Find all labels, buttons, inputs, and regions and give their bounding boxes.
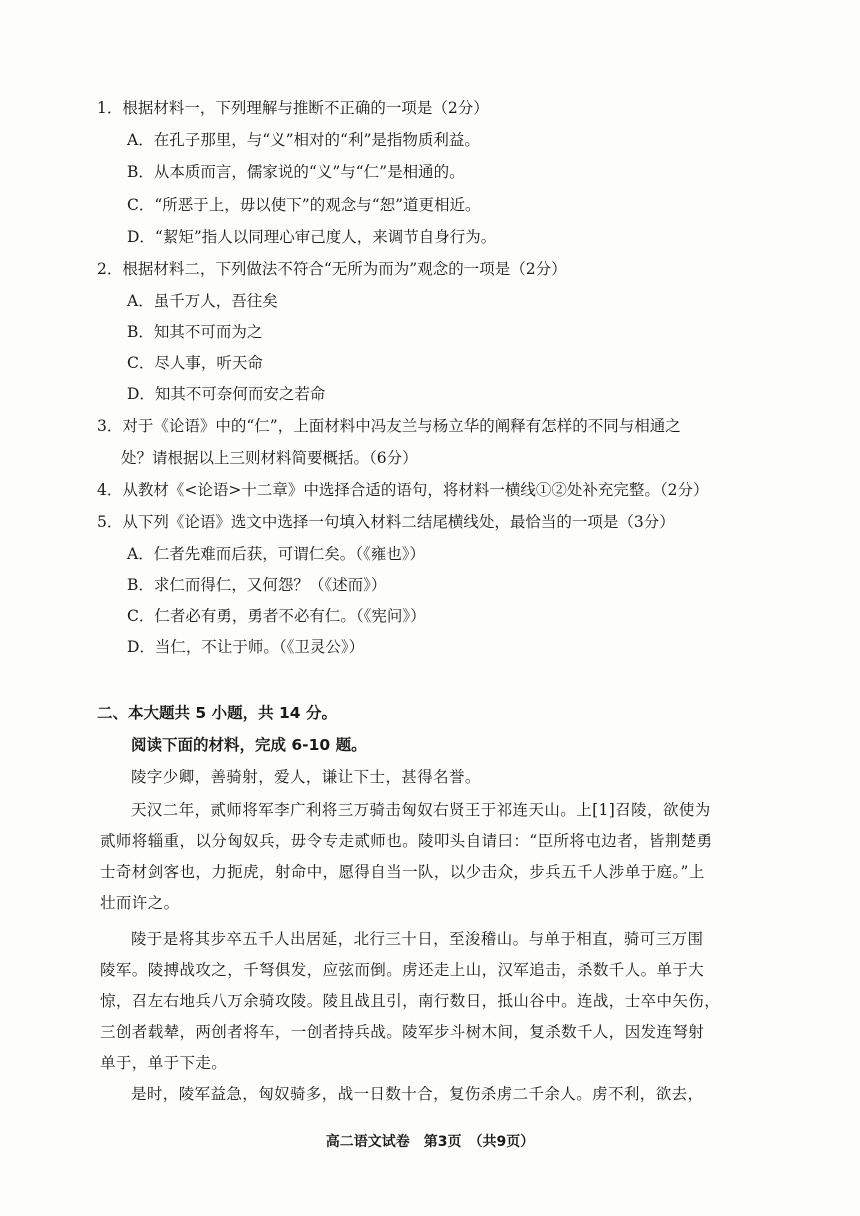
passage-paragraph-3-line-5: 单于，单于下走。	[100, 1054, 228, 1072]
passage-paragraph-3-line-4: 三创者载辇，两创者将车，一创者持兵战。陵军步斗树木间，复杀数千人，因发连弩射	[100, 1023, 705, 1041]
question-3-stem: 3．对于《论语》中的“仁”，上面材料中冯友兰与杨立华的阐释有怎样的不同与相通之	[97, 417, 681, 435]
passage-paragraph-2-line-4: 壮而许之。	[100, 894, 180, 912]
question-1-option-c: C．“所恶于上，毋以使下”的观念与“恕”道更相近。	[127, 196, 481, 214]
question-1-option-a: A．在孔子那里，与“义”相对的“利”是指物质利益。	[127, 131, 480, 149]
passage-paragraph-3-line-3: 惊，召左右地兵八万余骑攻陵。陵且战且引，南行数日，抵山谷中。连战，士卒中矢伤，	[100, 992, 721, 1010]
question-5-option-d: D．当仁，不让于师。（《卫灵公》）	[127, 638, 365, 656]
page-footer: 高二语文试卷 第3页 （共9页）	[325, 1134, 535, 1150]
passage-paragraph-2-line-2: 贰师将辎重，以分匈奴兵，毋令专走贰师也。陵叩头自请曰：“臣所将屯边者，皆荆楚勇	[100, 832, 713, 850]
question-4-stem: 4．从教材《<论语>十二章》中选择合适的语句，将材料一横线①②处补充完整。（2分）	[97, 481, 709, 499]
question-2-option-a: A．虽千万人，吾往矣	[127, 292, 278, 310]
question-5-stem: 5．从下列《论语》选文中选择一句填入材料二结尾横线处，最恰当的一项是（3分）	[97, 513, 675, 531]
question-3-continuation: 处？请根据以上三则材料简要概括。（6分）	[121, 449, 418, 467]
question-1-stem: 1．根据材料一，下列理解与推断不正确的一项是（2分）	[97, 99, 489, 117]
question-2-option-c: C．尽人事，听天命	[127, 354, 263, 372]
question-2-option-b: B．知其不可而为之	[127, 323, 263, 341]
question-5-option-a: A．仁者先难而后获，可谓仁矣。（《雍也》）	[127, 545, 425, 563]
question-1-option-b: B．从本质而言，儒家说的“义”与“仁”是相通的。	[127, 163, 465, 181]
question-1-option-d: D．“絜矩”指人以同理心审己度人，来调节自身行为。	[127, 228, 497, 246]
passage-paragraph-3-line-2: 陵军。陵搏战攻之，千弩俱发，应弦而倒。虏还走上山，汉军追击，杀数千人。单于大	[100, 961, 705, 979]
question-2-stem: 2．根据材料二，下列做法不符合“无所为而为”观念的一项是（2分）	[97, 260, 567, 278]
question-2-option-d: D．知其不可奈何而安之若命	[127, 385, 326, 403]
passage-paragraph-3-line-1: 陵于是将其步卒五千人出居延，北行三十日，至浚稽山。与单于相直，骑可三万围	[131, 930, 704, 948]
question-5-option-b: B．求仁而得仁，又何怨？（《述而》）	[127, 576, 387, 594]
section-2-instruction: 阅读下面的材料，完成 6-10 题。	[131, 736, 367, 754]
question-5-option-c: C．仁者必有勇，勇者不必有仁。（《宪问》）	[127, 607, 426, 625]
passage-paragraph-2-line-1: 天汉二年，贰师将军李广利将三万骑击匈奴右贤王于祁连天山。上[1]召陵，欲使为	[131, 801, 711, 819]
passage-paragraph-1: 陵字少卿，善骑射，爱人，谦让下士，甚得名誉。	[131, 768, 481, 786]
section-2-heading: 二、本大题共 5 小题，共 14 分。	[97, 704, 337, 722]
passage-paragraph-2-line-3: 士奇材剑客也，力扼虎，射命中，愿得自当一队，以少击众，步兵五千人涉单于庭。”上	[100, 863, 705, 881]
passage-paragraph-4-line-1: 是时，陵军益急，匈奴骑多，战一日数十合，复伤杀虏二千余人。虏不利，欲去，	[131, 1085, 704, 1103]
